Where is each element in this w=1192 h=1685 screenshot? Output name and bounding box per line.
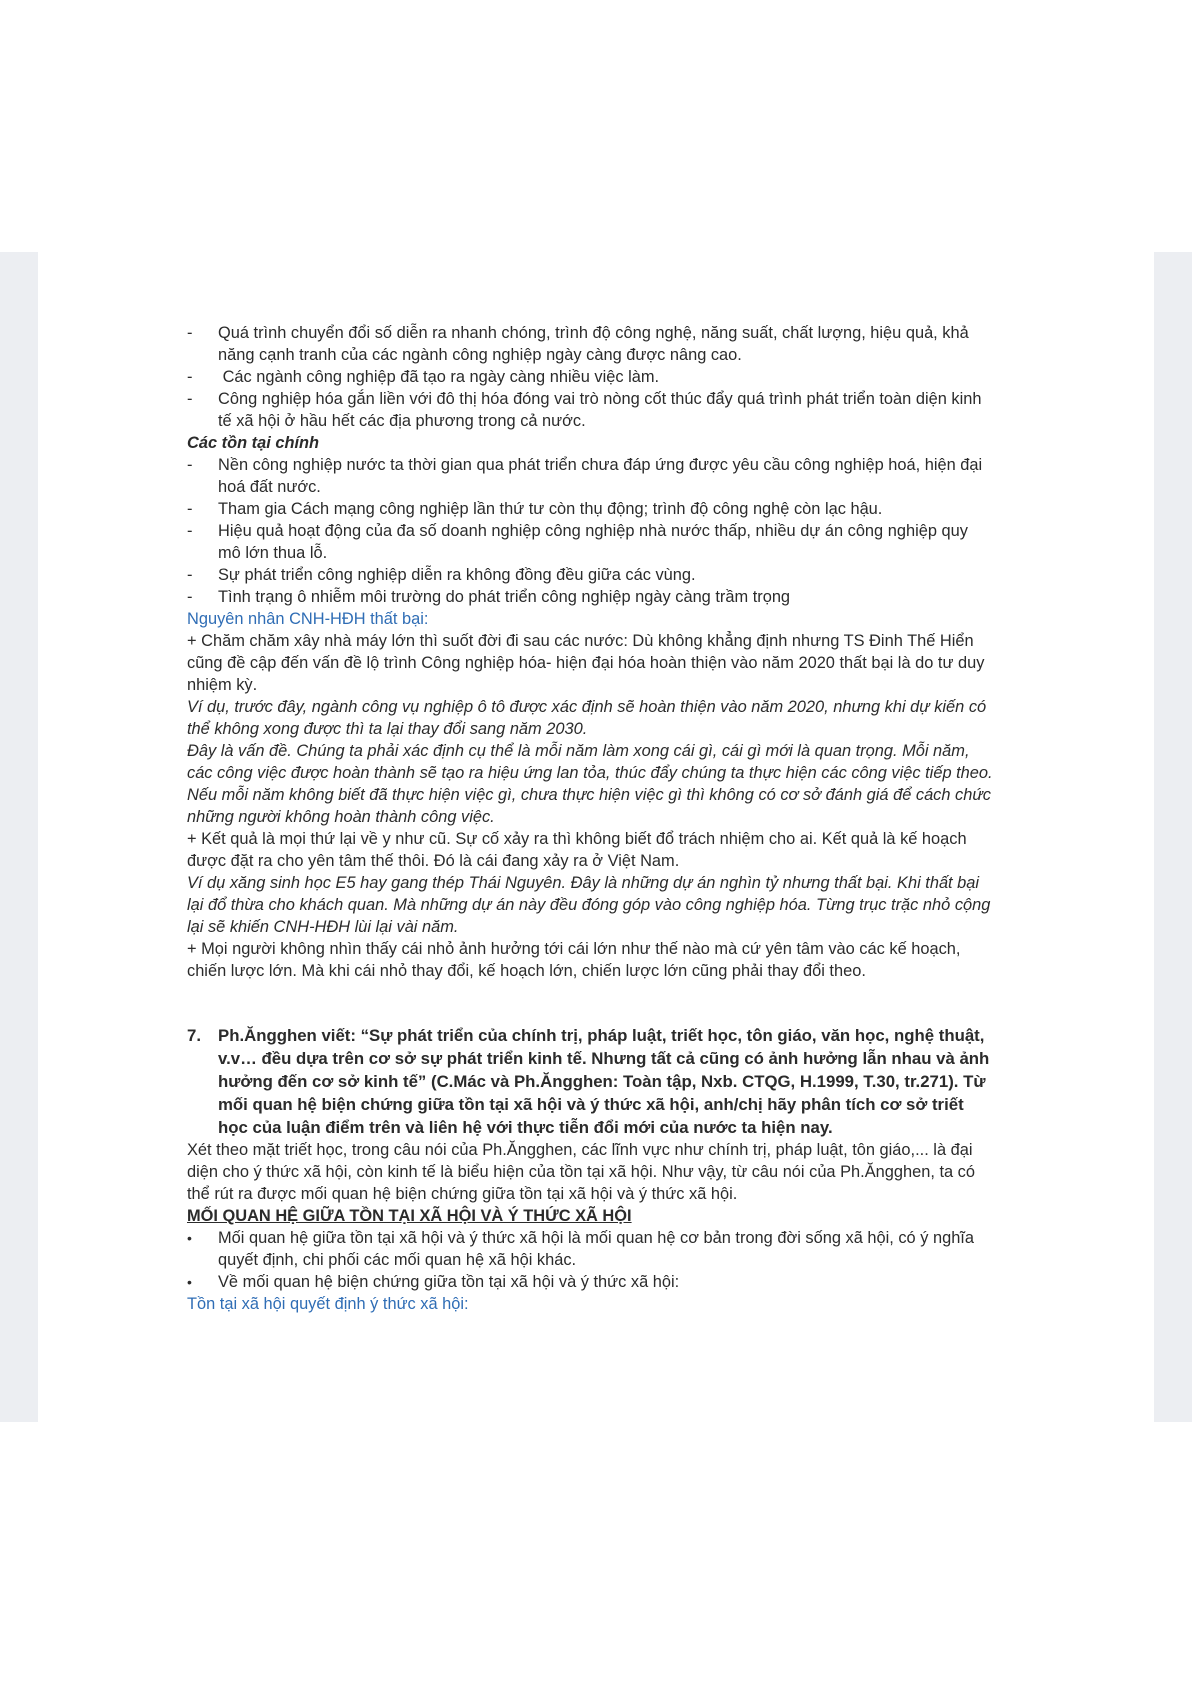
list-item [187, 1271, 995, 1293]
list-item-text: Mối quan hệ giữa tồn tại xã hội và ý thức xã hội là mối quan hệ cơ bản trong đời sống xã hội, có ý nghĩa quyết định, chi phối các mối quan hệ xã hội khác. [218, 1229, 974, 1269]
cause-paragraph-1: + Chăm chăm xây nhà máy lớn thì suốt đời đi sau các nước: Dù không khẳng định nhưng TS Đinh Thế Hiển cũng đề cập đến vấn đề lộ trình Công nghiệp hóa- hiện đại hóa hoàn thiện vào năm 2020 thất bại là do tư duy nhiệm kỳ. [187, 632, 985, 694]
cause-paragraph-3: + Mọi người không nhìn thấy cái nhỏ ảnh hưởng tới cái lớn như thế nào mà cứ yên tâm vào các kế hoạch, chiến lược lớn. Mà khi cái nhỏ thay đổi, kế hoạch lớn, chiến lược lớn cũng phải thay đổi theo. [187, 940, 961, 980]
list-item [187, 498, 995, 520]
list-item [187, 520, 995, 564]
dash-marker: - [187, 588, 193, 606]
list-item-text: Tham gia Cách mạng công nghiệp lần thứ tư còn thụ động; trình độ công nghệ còn lạc hậu. [218, 500, 883, 518]
question-number: 7. [187, 1026, 201, 1045]
cause-note-1: Đây là vấn đề. Chúng ta phải xác định cụ thể là mỗi năm làm xong cái gì, cái gì mới là quan trọng. Mỗi năm, các công việc được hoàn thành sẽ tạo ra hiệu ứng lan tỏa, thúc đẩy chúng ta thực hiện các công việc tiếp theo. Nếu mỗi năm không biết đã thực hiện việc gì, chưa thực hiện việc gì thì không có cơ sở đánh giá để cách chức những người không hoàn thành công việc. [187, 742, 993, 826]
dash-marker: - [187, 324, 193, 342]
bullet-marker: • [187, 1274, 192, 1290]
list-item [187, 1227, 995, 1271]
list-item [187, 564, 995, 586]
cause-example-1: Ví dụ, trước đây, ngành công vụ nghiệp ô tô được xác định sẽ hoàn thiện vào năm 2020, nhưng khi dự kiến có thể không xong được thì ta lại thay đổi sang năm 2030. [187, 698, 987, 738]
document-content [187, 322, 995, 1315]
dash-marker: - [187, 368, 193, 386]
list-item-text: Công nghiệp hóa gắn liền với đô thị hóa đóng vai trò nòng cốt thúc đẩy quá trình phát triển toàn diện kinh tế xã hội ở hầu hết các địa phương trong cả nước. [218, 390, 982, 430]
list-item [187, 322, 995, 366]
cause-example-2: Ví dụ xăng sinh học E5 hay gang thép Thái Nguyên. Đây là những dự án nghìn tỷ nhưng thất bại. Khi thất bại lại đổ thừa cho khách quan. Mà những dự án này đều đóng góp vào công nghiệp hóa. Từng trục trặc nhỏ cộng lại sẽ khiến CNH-HĐH lùi lại vài năm. [187, 874, 991, 936]
dash-marker: - [187, 566, 193, 584]
dash-marker: - [187, 522, 193, 540]
question-text: Ph.Ăngghen viết: “Sự phát triển của chính trị, pháp luật, triết học, tôn giáo, văn học, nghệ thuật, v.v… đều dựa trên cơ sở sự phát triển kinh tế. Nhưng tất cả cũng có ảnh hưởng lẫn nhau và ảnh hưởng đến cơ sở kinh tế” (C.Mác và Ph.Ăngghen: Toàn tập, Nxb. CTQG, H.1999, T.30, tr.271). Từ mối quan hệ biện chứng giữa tồn tại xã hội và ý thức xã hội, anh/chị hãy phân tích cơ sở triết học của luận điểm trên và liên hệ với thực tiễn đổi mới của nước ta hiện nay. [218, 1026, 990, 1137]
dash-marker: - [187, 456, 193, 474]
subheading-ton-tai-quyet-dinh: Tồn tại xã hội quyết định ý thức xã hội: [187, 1295, 469, 1313]
dash-marker: - [187, 390, 193, 408]
list-item [187, 388, 995, 432]
bullet-marker: • [187, 1230, 192, 1246]
list-item-text: Nền công nghiệp nước ta thời gian qua phát triển chưa đáp ứng được yêu cầu công nghiệp hoá, hiện đại hoá đất nước. [218, 456, 983, 496]
answer-paragraph: Xét theo mặt triết học, trong câu nói của Ph.Ăngghen, các lĩnh vực như chính trị, pháp luật, tôn giáo,... là đại diện cho ý thức xã hội, còn kinh tế là biểu hiện của tồn tại xã hội. Như vậy, từ câu nói của Ph.Ăngghen, ta có thể rút ra được mối quan hệ biện chứng giữa tồn tại xã hội và ý thức xã hội. [187, 1141, 975, 1203]
relationship-bullets [187, 1227, 995, 1293]
list-item [187, 454, 995, 498]
dash-marker: - [187, 500, 193, 518]
list-item-text: Tình trạng ô nhiễm môi trường do phát triển công nghiệp ngày càng trầm trọng [218, 588, 791, 606]
section-title-relationship: MỐI QUAN HỆ GIỮA TỒN TẠI XÃ HỘI VÀ Ý THỨC XÃ HỘI [187, 1207, 632, 1225]
scan-right-margin [1154, 252, 1192, 1422]
list-item-text: Hiệu quả hoạt động của đa số doanh nghiệp công nghiệp nhà nước thấp, nhiều dự án công nghiệp quy mô lớn thua lỗ. [218, 522, 968, 562]
shortcomings-list [187, 454, 995, 608]
list-item [187, 586, 995, 608]
list-item [187, 366, 995, 388]
cause-paragraph-2: + Kết quả là mọi thứ lại về y như cũ. Sự cố xảy ra thì không biết đổ trách nhiệm cho ai. Kết quả là kế hoạch được đặt ra cho yên tâm thế thôi. Đó là cái đang xảy ra ở Việt Nam. [187, 830, 967, 870]
question-7-heading [187, 1024, 995, 1139]
achievement-list [187, 322, 995, 432]
list-item-text: Quá trình chuyển đổi số diễn ra nhanh chóng, trình độ công nghệ, năng suất, chất lượng, hiệu quả, khả năng cạnh tranh của các ngành công nghiệp ngày càng được nâng cao. [218, 324, 969, 364]
list-item-text: Các ngành công nghiệp đã tạo ra ngày càng nhiều việc làm. [218, 368, 660, 386]
scan-left-margin [0, 252, 38, 1422]
section-heading-nguyen-nhan: Nguyên nhân CNH-HĐH thất bại: [187, 610, 429, 628]
list-item-text: Sự phát triển công nghiệp diễn ra không đồng đều giữa các vùng. [218, 566, 696, 584]
list-item-text: Về mối quan hệ biện chứng giữa tồn tại xã hội và ý thức xã hội: [218, 1273, 680, 1291]
section-heading-ton-tai: Các tồn tại chính [187, 434, 320, 452]
